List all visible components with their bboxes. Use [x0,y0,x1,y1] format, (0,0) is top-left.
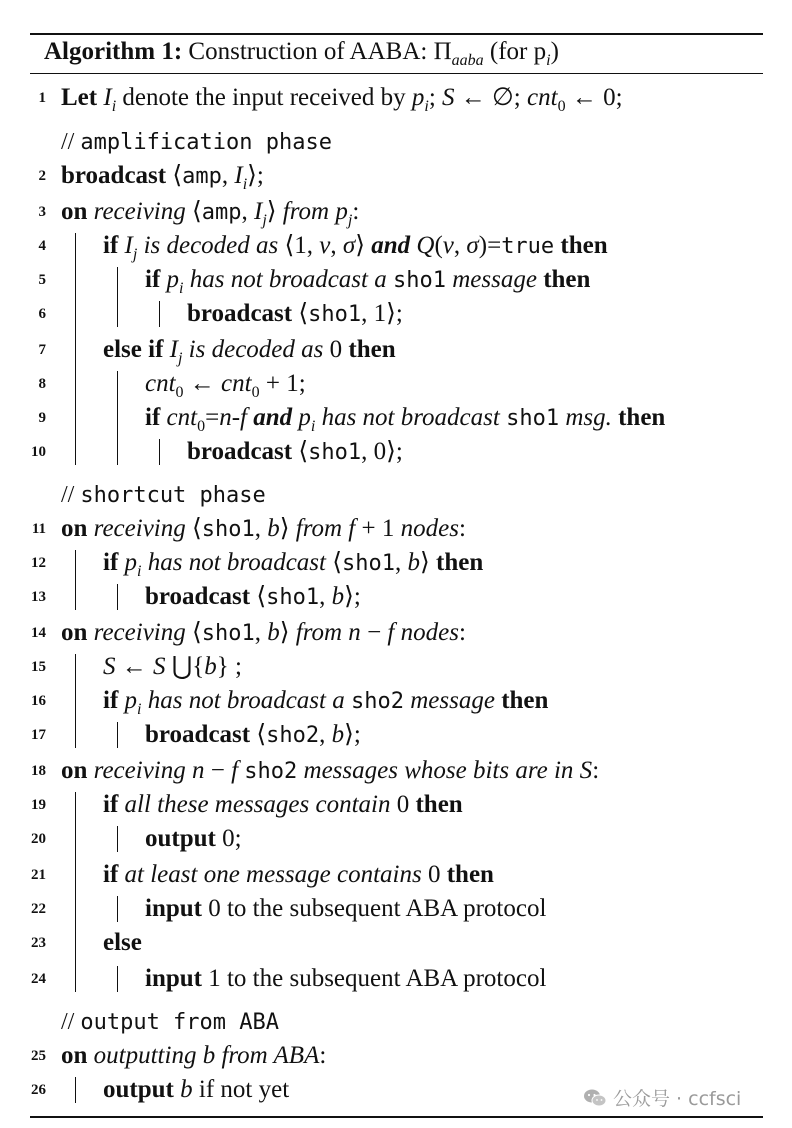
line-number: 13 [31,589,46,605]
line-number: 10 [31,444,46,460]
line-content: on outputting b from ABA: [61,1042,327,1069]
line-content: else [103,929,142,956]
line-content: on receiving ⟨sho1, b⟩ from n − f nodes: [61,619,466,646]
line-content: if $p_i$ has not broadcast a sho2 message then [103,687,549,718]
line-content: if at least one message contains 0 then [103,861,494,888]
line-content: // amplification phase [61,129,333,155]
caption-rule [30,73,763,74]
line-content: if $p_i$ has not broadcast a sho1 message then [145,266,591,297]
line-number: 23 [31,935,46,951]
line-number: 3 [38,204,46,220]
line-number: 9 [38,410,46,426]
line-number: 2 [38,168,46,184]
indent-bar [75,792,76,992]
line-content: Let $I_i$ denote the input received by $p_i$; S ← ∅; cnt$_0$ ← 0; [61,84,623,115]
algorithm-caption [44,38,559,70]
top-rule [30,33,763,35]
line-number: 22 [31,901,46,917]
caption-suffix-sub: i [546,52,551,69]
line-content: else if $I_j$ is decoded as 0 then [103,336,396,367]
wechat-icon [583,1088,607,1108]
line-number: 16 [31,693,46,709]
indent-bar [117,966,118,992]
line-content: output b if not yet [103,1076,290,1103]
indent-bar [117,722,118,748]
indent-bar [159,301,160,327]
line-content: broadcast ⟨amp, $I_i⟩$; [61,162,264,193]
line-number: 17 [31,727,46,743]
line-number: 1 [38,90,46,106]
line-content: cnt$_0$ ← cnt$_0$ + 1; [145,370,306,401]
caption-suffix-end: ) [550,38,559,65]
indent-bar [159,439,160,465]
line-number: 18 [31,763,46,779]
line-content: input 0 to the subsequent ABA protocol [145,895,547,922]
line-number: 11 [31,521,46,537]
caption-suffix: (for p [483,38,547,65]
indent-bar [75,233,76,465]
line-content: broadcast ⟨sho2, b⟩; [145,721,361,748]
line-number: 5 [38,272,46,288]
line-content: // output from ABA [61,1009,280,1035]
line-number: 15 [31,659,46,675]
caption-label: Algorithm 1: [44,38,183,65]
indent-bar [75,1077,76,1103]
bottom-rule [30,1116,763,1118]
line-content: on receiving n − f sho2 messages whose bits are in S: [61,757,600,784]
indent-bar [117,896,118,922]
line-number: 26 [31,1082,46,1098]
line-number: 21 [31,867,46,883]
algorithm-box [30,33,763,1118]
indent-bar [75,654,76,748]
line-number: 19 [31,797,46,813]
line-number: 4 [38,238,46,254]
line-content: S ← S ⋃{b} ; [103,653,242,680]
indent-bar [117,371,118,465]
line-number: 25 [31,1048,46,1064]
line-number: 12 [31,555,46,571]
line-content: broadcast ⟨sho1, 1⟩; [187,300,403,327]
line-number: 24 [31,971,46,987]
line-number: 8 [38,376,46,392]
line-content: on receiving ⟨sho1, b⟩ from f + 1 nodes: [61,515,466,542]
indent-bar [117,826,118,852]
line-content: output 0; [145,825,242,852]
line-content: if $p_i$ has not broadcast ⟨sho1, b⟩ then [103,549,484,580]
line-content: broadcast ⟨sho1, 0⟩; [187,438,403,465]
line-content: if all these messages contain 0 then [103,791,463,818]
watermark [583,1084,741,1111]
line-number: 6 [38,306,46,322]
line-content: on receiving ⟨amp, $I_j⟩$ from $p_j$: [61,198,360,229]
indent-bar [117,584,118,610]
indent-bar [75,550,76,610]
line-content: broadcast ⟨sho1, b⟩; [145,583,361,610]
line-number: 7 [38,342,46,358]
line-number: 20 [31,831,46,847]
line-content: // shortcut phase [61,482,266,508]
line-content: if $I_j$ is decoded as ⟨1, v, σ⟩ and Q(v, σ)=true then [103,232,608,263]
caption-text: Construction of AABA: Π [188,38,452,65]
watermark-text: 公众号 · ccfsci [613,1088,742,1110]
line-number: 14 [31,625,46,641]
caption-sub: aaba [451,52,484,69]
indent-bar [117,267,118,327]
line-content: input 1 to the subsequent ABA protocol [145,965,547,992]
line-content: if cnt$_0$=n-f and $p_i$ has not broadcast sho1 msg. then [145,404,666,435]
